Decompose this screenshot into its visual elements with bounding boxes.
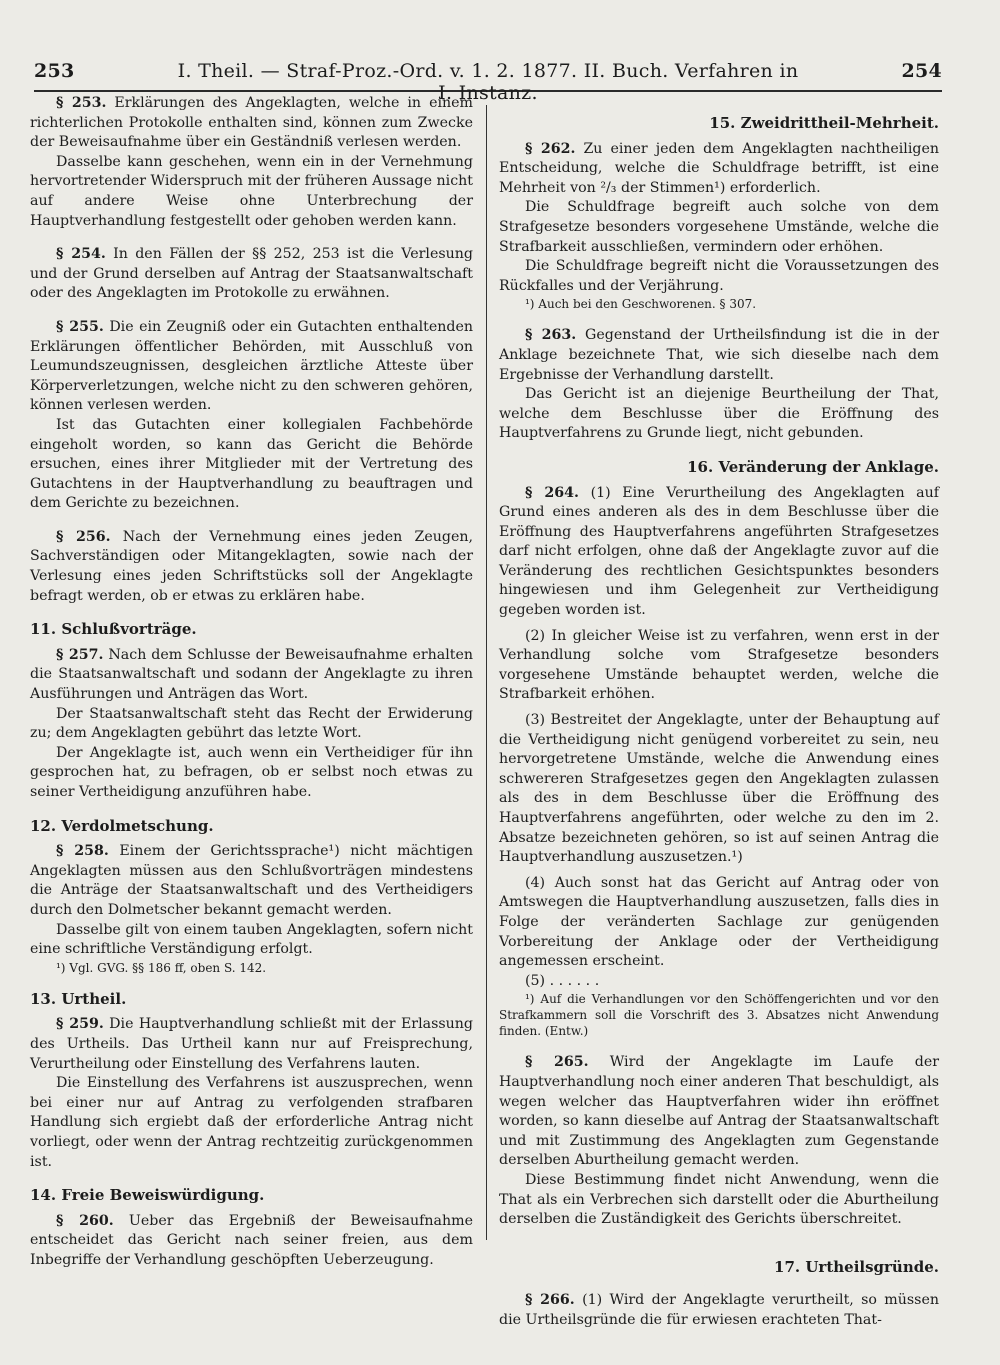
section-number: § 254. [56, 246, 106, 263]
heading-freie-beweiswuerdigung: 14. Freie Beweiswürdigung. [30, 1186, 265, 1205]
section-text: (1) Eine Verurtheilung des Angeklagten auf Grund eines anderen als des in dem Beschlusse über die Eröffnung des Hauptverfahrens angeführten Strafgesetzes darf nicht erfolgen, ohne daß der Angeklagte zuvor auf die Veränderung des rechtlichen Gesichtspunktes besonders hingewiesen und ihm Gelegenheit zur Vertheidigung gegeben worden ist. [499, 484, 940, 619]
left-column [30, 94, 473, 1270]
heading-urtheil: 13. Urtheil. [30, 989, 127, 1008]
section-number: § 265. [525, 1054, 589, 1071]
paragraph-262 [499, 140, 939, 199]
paragraph-253 [30, 94, 473, 153]
footnote-258: ¹) Vgl. GVG. §§ 186 ff, oben S. 142. [56, 960, 267, 975]
section-number: § 263. [525, 327, 577, 344]
paragraph-257-c: Der Angeklagte ist, auch wenn ein Vertheidiger für ihn gesprochen hat, zu befragen, ob er selbst noch etwas zu seiner Vertheidigung anzuführen habe. [30, 744, 473, 800]
section-text: Die Hauptverhandlung schließt mit der Erlassung des Urtheils. Das Urtheil kann nur auf Freisprechung, Verurtheilung oder Einstellung des Verfahrens lauten. [30, 1016, 473, 1072]
section-number: § 257. [56, 646, 104, 663]
paragraph-258 [30, 842, 473, 920]
section-text: Die ein Zeugniß oder ein Gutachten enthaltenden Erklärungen öffentlicher Behörden, mit Ausschluß von Leumundszeugnissen, desgleichen ärztliche Atteste über Körperverletzungen, welche nicht zu den schweren gehören, können verlesen werden. [30, 318, 474, 414]
paragraph-259-b: Die Einstellung des Verfahrens ist auszusprechen, wenn bei einer nur auf Antrag zu verfolgenden strafbaren Handlung sich ergiebt daß der erforderliche Antrag nicht vorliegt, oder wenn der Antrag rechtzeitig zurückgenommen ist. [30, 1075, 473, 1170]
section-text: Nach dem Schlusse der Beweisaufnahme erhalten die Staatsanwaltschaft und sodann der Angeklagte zu ihren Ausführungen und Anträgen das Wort. [30, 646, 473, 703]
paragraph-263-b: Das Gericht ist an diejenige Beurtheilung der That, welche dem Beschlusse über die Eröffnung des Hauptverfahrens zu Grunde liegt, nicht gebunden. [499, 386, 939, 442]
page-number-right: 254 [901, 60, 942, 82]
section-text: Einem der Gerichtssprache¹) nicht mächtigen Angeklagten müssen aus den Schlußvorträgen mindestens die Anträge der Staatsanwaltschaft und des Vertheidigers durch den Dolmetscher bekannt gemacht werden. [30, 843, 473, 918]
paragraph-264-2: (2) In gleicher Weise ist zu verfahren, wenn erst in der Verhandlung solche vom Strafgesetze besonders vorgesehene Umstände behauptet werden, welche die Strafbarkeit erhöhen. [499, 627, 939, 703]
paragraph-255 [30, 318, 473, 416]
section-text: In den Fällen der §§ 252, 253 ist die Verlesung und der Grund derselben auf Antrag der Staatsanwaltschaft oder des Angeklagten im Protokolle zu erwähnen. [30, 246, 473, 302]
paragraph-254 [30, 245, 473, 304]
heading-urtheilsgruende: 17. Urtheilsgründe. [774, 1257, 939, 1276]
heading-veraenderung-der-anklage: 16. Veränderung der Anklage. [687, 457, 939, 476]
heading-verdolmetschung: 12. Verdolmetschung. [30, 816, 214, 835]
paragraph-264 [499, 484, 939, 621]
section-number: § 260. [56, 1212, 114, 1229]
section-number: § 256. [56, 528, 111, 545]
paragraph-262-c: Die Schuldfrage begreift nicht die Voraussetzungen des Rückfalles und der Verjährung. [499, 258, 939, 294]
section-number: § 258. [56, 843, 109, 860]
paragraph-265 [499, 1053, 939, 1171]
section-text: (1) Wird der Angeklagte verurtheilt, so müssen die Urtheilsgründe die für erwiesen erachteten That- [499, 1292, 939, 1328]
section-text: Erklärungen des Angeklagten, welche in einem richterlichen Protokolle enthalten sind, können zum Zwecke der Beweisaufnahme über ein Geständniß verlesen werden. [30, 95, 473, 151]
heading-schlussvortraege: 11. Schlußvorträge. [30, 620, 197, 639]
section-text: Ueber das Ergebniß der Beweisaufnahme entscheidet das Gericht nach seiner freien, aus dem Inbegriffe der Verhandlung geschöpften Ueberzeugung. [30, 1212, 473, 1268]
section-number: § 259. [56, 1016, 104, 1033]
paragraph-264-5: (5) . . . . . . [525, 972, 600, 989]
section-text: Gegenstand der Urtheilsfindung ist die in der Anklage bezeichnete That, wie sich dieselbe nach dem Ergebnisse der Verhandlung darstellt. [499, 327, 939, 383]
section-text: Nach der Vernehmung eines jeden Zeugen, Sachverständigen oder Mitangeklagten, sowie nach der Verlesung eines jeden Schriftstücks soll der Angeklagte befragt werden, ob er etwas zu erklären habe. [30, 528, 473, 604]
paragraph-257 [30, 646, 473, 705]
section-number: § 255. [56, 318, 104, 335]
section-number: § 264. [525, 484, 579, 501]
section-text: Zu einer jeden dem Angeklagten nachtheiligen Entscheidung, welche die Schuldfrage betrifft, ist eine Mehrheit von ²/₃ der Stimmen¹) erforderlich. [499, 140, 939, 196]
paragraph-263 [499, 326, 939, 385]
section-number: § 266. [525, 1292, 575, 1309]
section-text: Wird der Angeklagte im Laufe der Hauptverhandlung noch einer anderen That beschuldigt, als wegen welcher das Hauptverfahren wider ihn eröffnet worden, so kann dieselbe auf Antrag der Staatsanwaltschaft und mit Zustimmung des Angeklagten zum Gegenstande derselben Aburtheilung gemacht werden. [499, 1054, 940, 1169]
paragraph-259 [30, 1015, 473, 1074]
paragraph-264-4: (4) Auch sonst hat das Gericht auf Antrag oder von Amtswegen die Hauptverhandlung auszusetzen, falls dies in Folge der veränderten Sachlage zur genügenden Vorbereitung der Anklage oder der Vertheidigung angemessen erscheint. [499, 874, 939, 970]
paragraph-257-b: Der Staatsanwaltschaft steht das Recht der Erwiderung zu; dem Angeklagten gebührt das letzte Wort. [30, 705, 473, 742]
page-number-left: 253 [34, 60, 75, 82]
running-header [34, 58, 942, 104]
heading-zweidrittheil-mehrheit: 15. Zweidrittheil-Mehrheit. [709, 114, 939, 132]
column-divider [486, 105, 487, 1240]
paragraph-253-b: Dasselbe kann geschehen, wenn ein in der Vernehmung hervortretender Widerspruch mit der früheren Aussage nicht auf andere Weise ohne Unterbrechung der Hauptverhandlung festgestellt oder gehoben werden kann. [30, 153, 473, 229]
footnote-264: ¹) Auf die Verhandlungen vor den Schöffengerichten und vor den Strafkammern soll die Vorschrift des 3. Absatzes nicht Anwendung finden. (Entw.) [499, 992, 939, 1039]
footnote-262: ¹) Auch bei den Geschworenen. § 307. [525, 297, 757, 312]
paragraph-262-b: Die Schuldfrage begreift auch solche von dem Strafgesetze besonders vorgesehene Umstände, welche die Strafbarkeit ausschließen, vermindern oder erhöhen. [499, 199, 939, 255]
paragraph-266 [499, 1291, 939, 1330]
section-number: § 262. [525, 140, 576, 157]
paragraph-258-b: Dasselbe gilt von einem tauben Angeklagten, sofern nicht eine schriftliche Verständigung erfolgt. [30, 921, 473, 958]
paragraph-264-3: (3) Bestreitet der Angeklagte, unter der Behauptung auf die Vertheidigung nicht genügend vorbereitet zu sein, neu hervorgetretene Umstände, welche die Anwendung eines schwereren Strafgesetzes gegen den Angeklagten zulassen als des in dem Beschlusse über die Eröffnung des Hauptverfahrens angeführten, oder welche zu den im 2. Absatze bezeichneten gehören, so ist auf seinen Antrag die Hauptverhandlung auszusetzen.¹) [499, 712, 939, 866]
paragraph-265-b: Diese Bestimmung findet nicht Anwendung, wenn die That als ein Verbrechen sich darstellt oder die Aburtheilung derselben die Zuständigkeit des Gerichts überschreitet. [499, 1171, 939, 1228]
paragraph-256 [30, 528, 473, 606]
header-title: I. Theil. — Straf-Proz.-Ord. v. 1. 2. 1877. II. Buch. Verfahren in I. Instanz. [177, 60, 799, 104]
section-number: § 253. [56, 95, 107, 111]
right-column [499, 94, 939, 1330]
paragraph-260 [30, 1212, 473, 1271]
paragraph-255-b: Ist das Gutachten einer kollegialen Fachbehörde eingeholt worden, so kann das Gericht die Behörde ersuchen, eines ihrer Mitglieder mit der Vertretung des Gutachtens in der Hauptverhandlung zu beauftragen und dem Gerichte zu bezeichnen. [30, 416, 473, 512]
